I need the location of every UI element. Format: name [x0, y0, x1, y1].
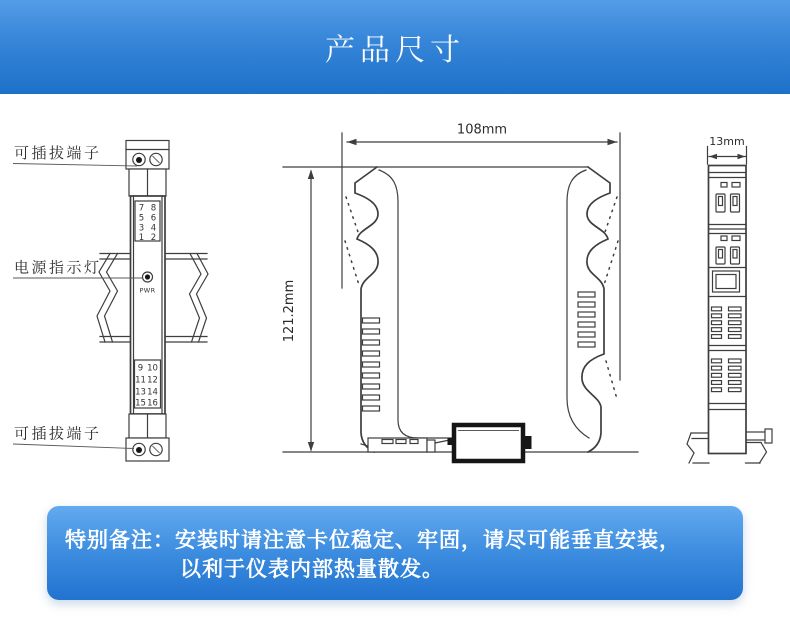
page-title: 产品尺寸 [325, 33, 465, 68]
label-power-indicator: 电源指示灯 [14, 258, 102, 277]
dimension-diagram [0, 94, 790, 506]
terminal-number: 12 [147, 375, 158, 386]
top-terminal-block [126, 141, 169, 170]
terminal-number: 15 [135, 398, 146, 409]
terminal-numbers-bottom [135, 360, 161, 409]
terminal-number: 14 [147, 387, 158, 398]
label-bottom-terminal: 可插拔端子 [14, 424, 102, 443]
header-banner [0, 0, 790, 94]
bottom-terminal-block [126, 438, 169, 461]
leader-line [13, 444, 134, 449]
leader-line [13, 164, 137, 167]
note-line-1 [47, 526, 743, 555]
terminal-number: 8 [150, 203, 157, 214]
width-dimension [347, 123, 617, 146]
terminal-number: 16 [147, 398, 158, 409]
top-view [282, 123, 638, 462]
terminal-number: 4 [150, 223, 157, 234]
terminal-number: 6 [150, 213, 157, 224]
terminal-number: 9 [137, 363, 144, 374]
note-text-1: 安装时请注意卡位稳定、牢固，请尽可能垂直安装， [175, 528, 681, 552]
terminal-number: 1 [138, 233, 145, 243]
terminal-number: 2 [150, 233, 157, 243]
height-dimension [282, 170, 314, 452]
width-dim-text: 108mm [456, 122, 508, 138]
note-text-2: 以利于仪表内部热量散发。 [180, 557, 444, 581]
din-clip [448, 425, 532, 461]
terminal-number: 13 [135, 387, 146, 398]
rail-latch [361, 438, 452, 452]
terminal-number: 11 [135, 375, 146, 386]
vent-slots [363, 292, 596, 411]
height-dim-text: 121.2mm [282, 279, 297, 343]
led-label: PWR [139, 286, 156, 295]
terminal-number: 3 [138, 223, 145, 234]
edge-view [687, 135, 772, 463]
terminal-number: 5 [138, 213, 145, 224]
edge-width-dimension [708, 135, 747, 164]
edge-width-dim-text: 13mm [709, 135, 745, 148]
label-top-terminal: 可插拔端子 [14, 144, 102, 162]
clip-handle [746, 432, 767, 440]
terminal-number: 10 [147, 363, 158, 374]
note-label: 特别备注： [65, 528, 175, 552]
special-note-box [47, 506, 743, 600]
module-edge-body [709, 166, 747, 454]
terminal-number: 7 [138, 203, 145, 214]
front-view [13, 141, 208, 462]
terminal-numbers-top [135, 201, 160, 243]
